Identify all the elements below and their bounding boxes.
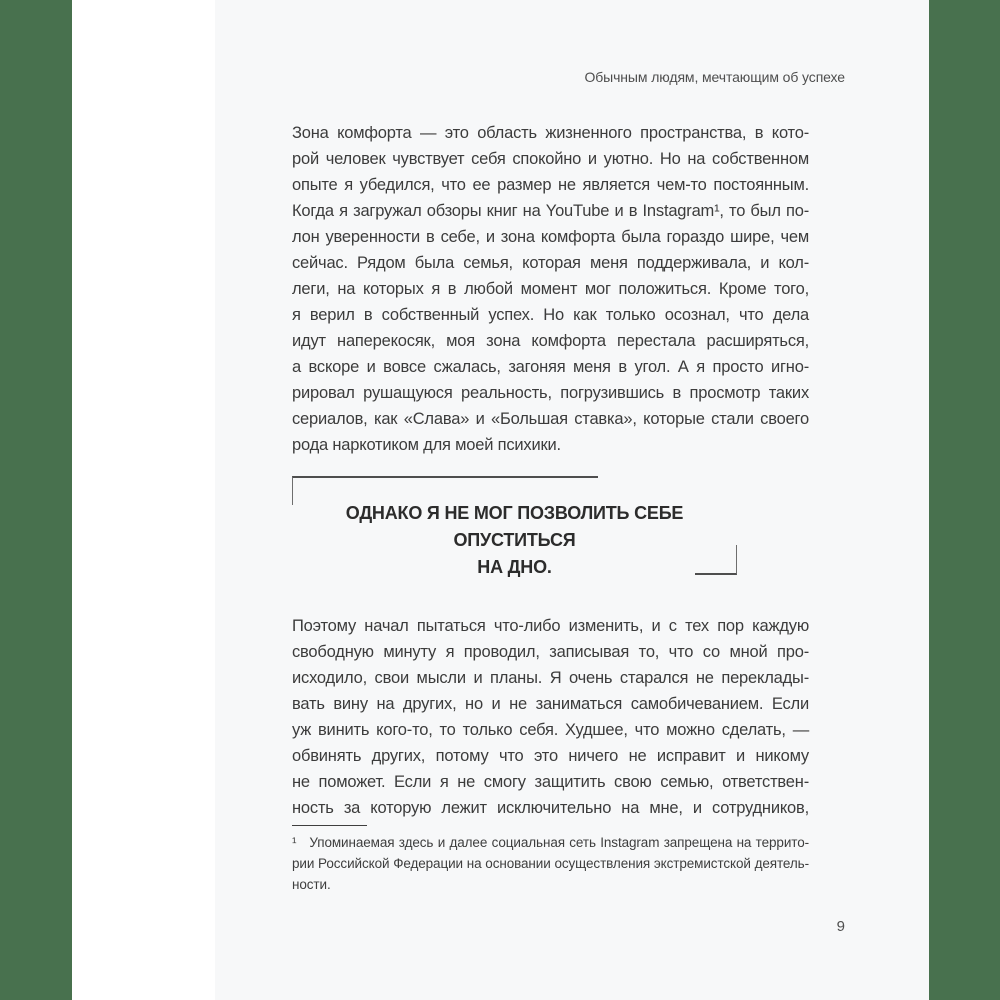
paragraph-1: [292, 120, 809, 458]
text-line: ность за которую лежит исключительно на мне, и сотрудников,: [292, 799, 809, 817]
text-line: опыте я убедился, что ее размер не является чем-то постоянным.: [292, 176, 809, 194]
text-line: вать вину на других, но и не заниматься самобичеванием. Если: [292, 695, 809, 713]
text-line: НА ДНО.: [477, 557, 552, 577]
text-line: рода наркотиком для моей психики.: [292, 436, 561, 454]
text-line: лон уверенности в себе, и зона комфорта была гораздо шире, чем: [292, 228, 809, 246]
pull-quote: [292, 500, 737, 581]
text-line: Когда я загружал обзоры книг на YouTube и в Instagram¹, то был по-: [292, 202, 809, 220]
footnote: [292, 832, 809, 895]
text-line: рии Российской Федерации на основании осуществления экстремистской деятель-: [292, 856, 809, 871]
page-number: 9: [836, 918, 845, 935]
text-line: Поэтому начал пытаться что-либо изменить, и с тех пор каждую: [292, 617, 809, 635]
footnote-divider: [292, 825, 367, 826]
text-line: ности.: [292, 877, 331, 892]
text-line: рировал рушащуюся реальность, погрузившись в просмотр таких: [292, 384, 809, 402]
quote-bracket-bottom: [695, 545, 737, 575]
text-line: рой человек чувствует себя спокойно и уютно. Но на собственном: [292, 150, 809, 168]
text-line: леги, на которых я в любой момент мог положиться. Кроме того,: [292, 280, 809, 298]
text-line: обвинять других, потому что это ничего не исправит и никому: [292, 747, 809, 765]
text-line: я верил в собственный успех. Но как только осознал, что дела: [292, 306, 809, 324]
text-line: исходило, свои мысли и планы. Я очень старался не переклады-: [292, 669, 809, 687]
text-line: а вскоре и вовсе сжалась, загоняя меня в угол. А я просто игно-: [292, 358, 809, 376]
text-line: уж винить кого-то, то только себя. Худшее, что можно сделать, —: [292, 721, 809, 739]
text-line: сейчас. Рядом была семья, которая меня поддерживала, и кол-: [292, 254, 809, 272]
text-line: сериалов, как «Слава» и «Большая ставка», которые стали своего: [292, 410, 809, 428]
text-line: не поможет. Если я не смогу защитить свою семью, ответствен-: [292, 773, 809, 791]
text-line: ¹ Упоминаемая здесь и далее социальная сеть Instagram запрещена на террито-: [292, 835, 809, 850]
text-line: Зона комфорта — это область жизненного пространства, в кото-: [292, 124, 809, 142]
book-page: [215, 0, 929, 1000]
text-line: свободную минуту я проводил, записывая то, что со мной про-: [292, 643, 809, 661]
text-line: ОДНАКО Я НЕ МОГ ПОЗВОЛИТЬ СЕБЕ ОПУСТИТЬСЯ: [345, 503, 684, 550]
paragraph-2: [292, 613, 809, 821]
running-head: Обычным людям, мечтающим об успехе: [584, 69, 845, 85]
text-line: идут наперекосяк, моя зона комфорта перестала расширяться,: [292, 332, 809, 350]
